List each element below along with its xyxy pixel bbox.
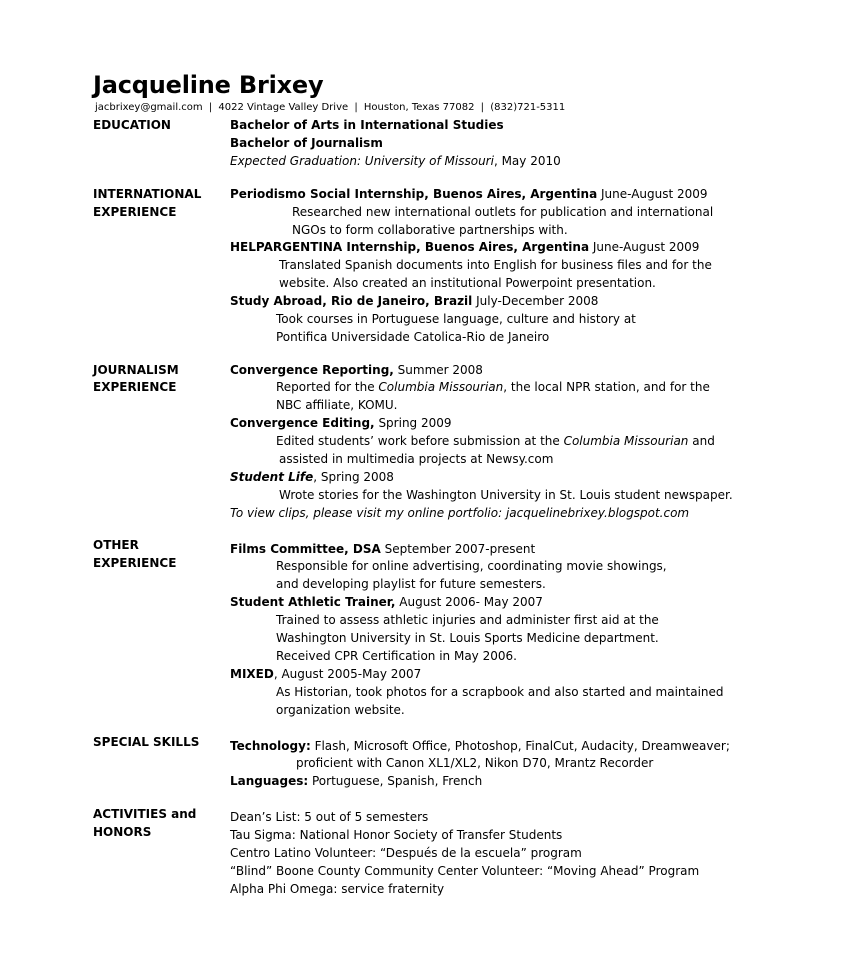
separator: | xyxy=(480,102,485,113)
publication-name: Columbia Missourian xyxy=(378,380,504,394)
skills-technology xyxy=(230,737,730,755)
job-heading xyxy=(230,414,452,432)
section-label-journalism: JOURNALISM xyxy=(93,363,179,377)
job-date: September 2007-present xyxy=(380,542,536,556)
section-label-other-2: EXPERIENCE xyxy=(93,556,177,570)
job-heading xyxy=(230,185,708,203)
section-label-skills: SPECIAL SKILLS xyxy=(93,735,200,749)
job-heading xyxy=(230,540,535,558)
publication-name: Columbia Missourian xyxy=(563,434,689,448)
text-run: Edited students’ work before submission at the xyxy=(276,434,564,448)
job-description: organization website. xyxy=(276,703,405,717)
section-label-international: INTERNATIONAL xyxy=(93,187,202,201)
list-item: Dean’s List: 5 out of 5 semesters xyxy=(230,810,429,824)
job-description xyxy=(276,378,710,396)
text-run: , the local NPR station, and for the xyxy=(503,380,710,394)
job-date: Spring 2009 xyxy=(374,416,452,430)
job-description: Translated Spanish documents into English for business files and for the xyxy=(279,258,712,272)
graduation-line xyxy=(230,152,561,170)
job-description: Trained to assess athletic injuries and administer first aid at the xyxy=(276,613,659,627)
job-description: Took courses in Portuguese language, culture and history at xyxy=(276,312,636,326)
job-description: Received CPR Certification in May 2006. xyxy=(276,649,517,663)
job-heading xyxy=(230,238,699,256)
text-run: Reported for the xyxy=(276,380,379,394)
skills-languages-value: Portuguese, Spanish, French xyxy=(308,774,483,788)
phone: (832)721-5311 xyxy=(490,102,566,113)
job-heading xyxy=(230,665,421,683)
portfolio-note: To view clips, please visit my online portfolio: jacquelinebrixey.blogspot.com xyxy=(230,506,690,520)
graduation-date: , May 2010 xyxy=(493,154,561,168)
job-description: and developing playlist for future semesters. xyxy=(276,577,546,591)
text-run: and xyxy=(688,434,715,448)
job-heading xyxy=(230,468,394,486)
job-description: assisted in multimedia projects at Newsy.com xyxy=(279,452,554,466)
job-title: Student Athletic Trainer, xyxy=(230,595,396,609)
list-item: Alpha Phi Omega: service fraternity xyxy=(230,882,445,896)
city-address: Houston, Texas 77082 xyxy=(363,102,475,113)
separator: | xyxy=(354,102,358,113)
list-item: “Blind” Boone County Community Center Volunteer: “Moving Ahead” Program xyxy=(230,864,700,878)
street-address: 4022 Vintage Valley Drive xyxy=(218,102,349,113)
job-description: NGOs to form collaborative partnerships with. xyxy=(292,223,568,237)
section-label-activities-2: HONORS xyxy=(93,825,152,839)
job-date: Summer 2008 xyxy=(393,363,483,377)
list-item: Centro Latino Volunteer: “Después de la escuela” program xyxy=(230,846,582,860)
skills-technology-cont: proficient with Canon XL1/XL2, Nikon D70, Mrantz Recorder xyxy=(296,756,654,770)
job-date: August 2006- May 2007 xyxy=(395,595,543,609)
skills-languages xyxy=(230,772,482,790)
job-date: , August 2005-May 2007 xyxy=(273,667,422,681)
job-description: Pontifica Universidade Catolica-Rio de Janeiro xyxy=(276,330,550,344)
section-label-education: EDUCATION xyxy=(93,118,171,132)
job-date: , Spring 2008 xyxy=(313,470,394,484)
skills-technology-value: Flash, Microsoft Office, Photoshop, FinalCut, Audacity, Dreamweaver; xyxy=(310,739,730,753)
skills-languages-label: Languages: xyxy=(230,774,309,788)
job-heading xyxy=(230,593,543,611)
section-label-journalism-2: EXPERIENCE xyxy=(93,380,177,394)
skills-technology-label: Technology: xyxy=(230,739,311,753)
job-date: June-August 2009 xyxy=(589,240,700,254)
contact-line xyxy=(95,102,565,113)
graduation-school: Expected Graduation: University of Missouri xyxy=(230,154,494,168)
job-title: Periodismo Social Internship, Buenos Aires, Argentina xyxy=(230,187,598,201)
job-title: Student Life xyxy=(230,470,314,484)
job-title: Films Committee, DSA xyxy=(230,542,381,556)
section-label-other: OTHER xyxy=(93,538,139,552)
job-heading xyxy=(230,292,598,310)
job-description: Washington University in St. Louis Sports Medicine department. xyxy=(276,631,659,645)
job-title: Study Abroad, Rio de Janeiro, Brazil xyxy=(230,294,473,308)
separator: | xyxy=(208,102,213,113)
job-description: Researched new international outlets for publication and international xyxy=(292,205,714,219)
job-title: HELPARGENTINA Internship, Buenos Aires, Argentina xyxy=(230,240,590,254)
job-description xyxy=(276,432,715,450)
job-description: NBC affiliate, KOMU. xyxy=(276,398,398,412)
candidate-name: Jacqueline Brixey xyxy=(93,71,324,99)
degree-line: Bachelor of Journalism xyxy=(230,136,383,150)
job-description: As Historian, took photos for a scrapbook and also started and maintained xyxy=(276,685,724,699)
job-date: July-December 2008 xyxy=(472,294,599,308)
section-label-activities: ACTIVITIES and xyxy=(93,807,197,821)
degree-line: Bachelor of Arts in International Studies xyxy=(230,118,504,132)
job-heading xyxy=(230,361,483,379)
job-description: website. Also created an institutional Powerpoint presentation. xyxy=(279,276,656,290)
job-description: Wrote stories for the Washington University in St. Louis student newspaper. xyxy=(279,488,733,502)
job-date: June-August 2009 xyxy=(597,187,708,201)
job-title: MIXED xyxy=(230,667,274,681)
list-item: Tau Sigma: National Honor Society of Transfer Students xyxy=(230,828,563,842)
job-title: Convergence Reporting, xyxy=(230,363,394,377)
job-description: Responsible for online advertising, coordinating movie showings, xyxy=(276,559,667,573)
job-title: Convergence Editing, xyxy=(230,416,375,430)
email: jacbrixey@gmail.com xyxy=(95,102,203,113)
section-label-international-2: EXPERIENCE xyxy=(93,205,177,219)
